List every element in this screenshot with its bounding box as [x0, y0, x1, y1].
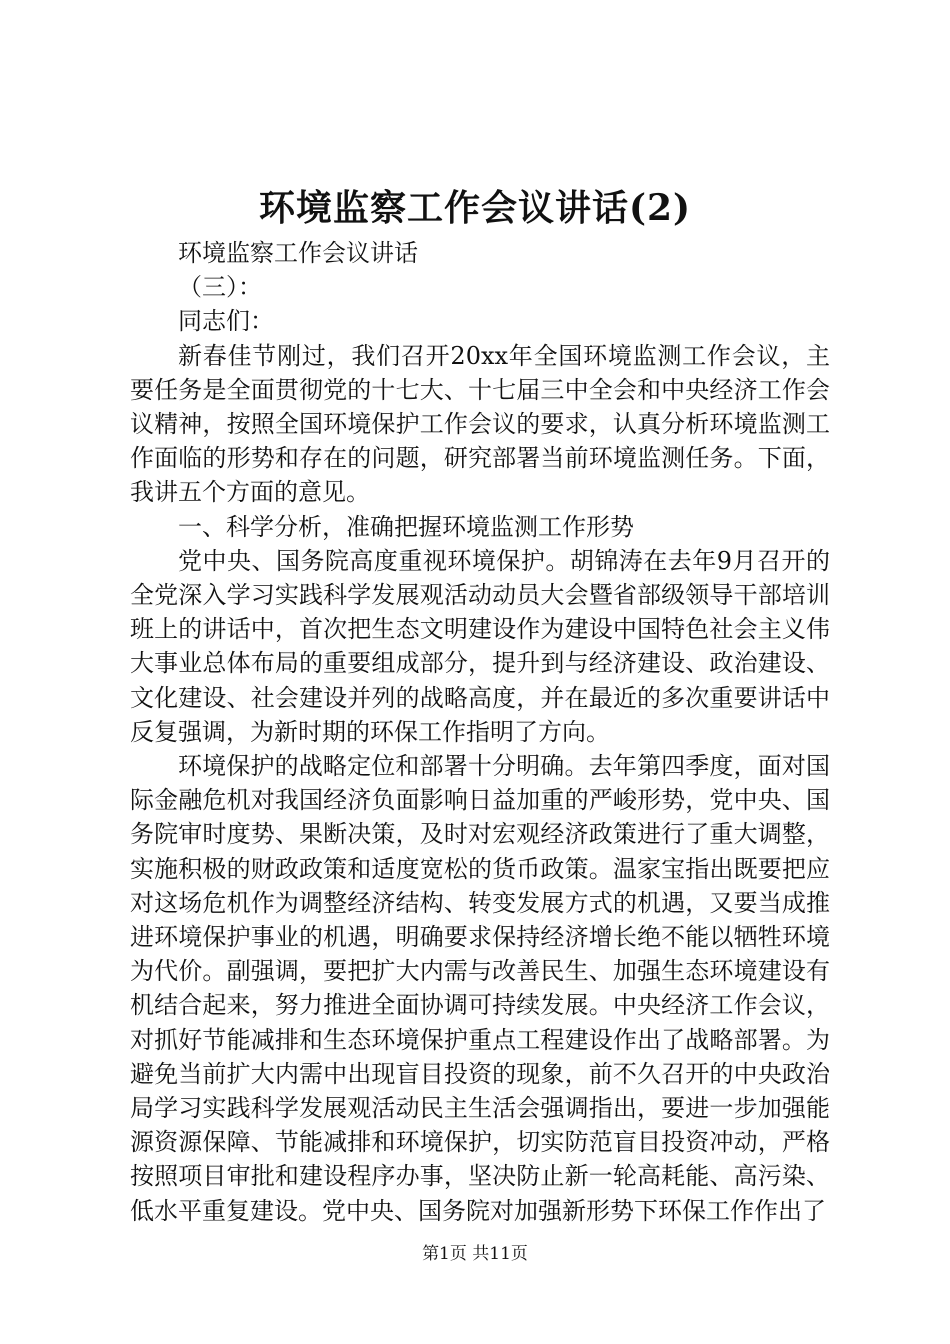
- document-title: 环境监察工作会议讲话(2): [258, 187, 692, 229]
- salutation-paragraph: 同志们：: [178, 307, 274, 336]
- body-paragraph: 党中央、国务院高度重视环境保护。胡锦涛在去年9月召开的全党深入学习实践科学发展观活动动员大会暨省部级领导干部培训班上的讲话中，首次把生态文明建设作为建设中国特色社会主义伟大事业总体布局的重要组成部分，提升到与经济建设、政治建设、文化建设、社会建设并列的战略高度，并在最近的多次重要讲话中反复强调，为新时期的环保工作指明了方向。: [130, 546, 830, 746]
- page-total: 共11页: [472, 1244, 528, 1264]
- document-body: [130, 236, 830, 1228]
- page-number: 第1页: [422, 1244, 467, 1264]
- subtitle-paragraph: 环境监察工作会议讲话: [178, 239, 418, 267]
- intro-paragraph: 新春佳节刚过，我们召开20xx年全国环境监测工作会议，主要任务是全面贯彻党的十七大、十七届三中全会和中央经济工作会议精神，按照全国环境保护工作会议的要求，认真分析环境监测工作面临的形势和存在的问题，研究部署当前环境监测任务。下面，我讲五个方面的意见。: [130, 341, 830, 507]
- page-footer: [0, 1242, 950, 1266]
- section-number-paragraph: （三）：: [178, 273, 262, 302]
- section-heading-paragraph: 一、科学分析，准确把握环境监测工作形势: [178, 512, 634, 541]
- body-paragraph: 环境保护的战略定位和部署十分明确。去年第四季度，面对国际金融危机对我国经济负面影响日益加重的严峻形势，党中央、国务院审时度势、果断决策，及时对宏观经济政策进行了重大调整，实施积极的财政政策和适度宽松的货币政策。温家宝指出既要把应对这场危机作为调整经济结构、转变发展方式的机遇，又要当成推进环境保护事业的机遇，明确要求保持经济增长绝不能以牺牲环境为代价。副强调，要把扩大内需与改善民生、加强生态环境建设有机结合起来，努力推进全面协调可持续发展。中央经济工作会议，对抓好节能减排和生态环境保护重点工程建设作出了战略部署。为避免当前扩大内需中出现盲目投资的现象，前不久召开的中央政治局学习实践科学发展观活动民主生活会强调指出，要进一步加强能源资源保障、节能减排和环境保护，切实防范盲目投资冲动，严格按照项目审批和建设程序办事，坚决防止新一轮高耗能、高污染、低水平重复建设。党中央、国务院对加强新形势下环保工作作出了: [130, 752, 830, 1225]
